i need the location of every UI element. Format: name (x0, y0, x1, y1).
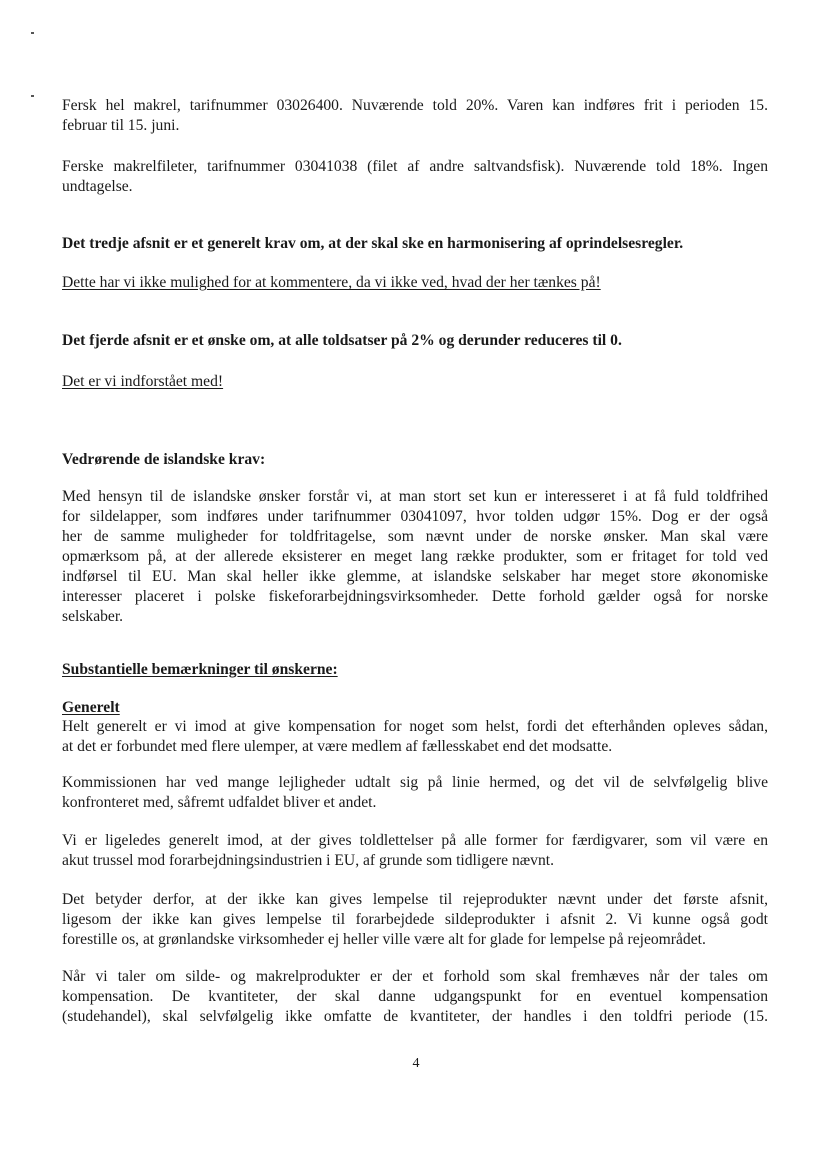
text-line: indførsel til EU. Man skal heller ikke glemme, at islandske selskaber har meget store økonomiske (62, 568, 768, 585)
text-line: kompensation. De kvantiteter, der skal danne udgangspunkt for en eventuel kompensation (62, 988, 768, 1005)
reply-text: Dette har vi ikke mulighed for at kommentere, da vi ikke ved, hvad der her tænkes på! (62, 274, 601, 291)
paragraph-lempelse (62, 890, 768, 950)
heading-text: Substantielle bemærkninger til ønskerne: (62, 661, 338, 678)
paragraph-generelt (62, 717, 768, 757)
heading-generelt (62, 698, 768, 718)
text-line: her de samme muligheder for toldfritagelse, som nævnt under de norske ønsker. Man skal være (62, 528, 768, 545)
heading-text: Generelt (62, 699, 120, 716)
heading-text: Vedrørende de islandske krav: (62, 451, 266, 468)
text-line: forestille os, at grønlandske virksomheder ej heller ville være alt for glade for lempelse på rejeområdet. (62, 931, 706, 948)
text-line: Fersk hel makrel, tarifnummer 03026400. Nuværende told 20%. Varen kan indføres frit i perioden 15. (62, 97, 768, 114)
paragraph-fileter (62, 157, 768, 197)
paragraph-kommissionen (62, 773, 768, 813)
paragraph-silde-makrel (62, 967, 768, 1027)
text-line: Ferske makrelfileter, tarifnummer 03041038 (filet af andre saltvandsfisk). Nuværende told 18%. Ingen (62, 158, 768, 175)
text-line: Helt generelt er vi imod at give kompensation for noget som helst, fordi det efterhånden opleves sådan, (62, 718, 768, 735)
text-line: at det er forbundet med flere ulemper, at være medlem af fællesskabet end det modsatte. (62, 738, 613, 755)
text-line: Det betyder derfor, at der ikke kan gives lempelse til rejeprodukter nævnt under det første afsnit, (62, 891, 768, 908)
text-line: Når vi taler om silde- og makrelprodukter er der et forhold som skal fremhæves når der tales om (62, 968, 768, 985)
text-line: opmærksom på, at der allerede eksisterer en meget lang række produkter, som er fritaget for told ved (62, 548, 768, 565)
text-line: Vi er ligeledes generelt imod, at der gives toldlettelser på alle former for færdigvarer, som vil være en (62, 832, 768, 849)
scan-speck (31, 32, 34, 34)
text-line: ligesom der ikke kan gives lempelse til forarbejdede sildeprodukter i afsnit 2. Vi kunne også godt (62, 911, 768, 928)
page-number: 4 (412, 1056, 420, 1071)
text-line: for sildelapper, som indføres under tarifnummer 03041097, hvor tolden udgør 15%. Dog er der også (62, 508, 768, 525)
heading-tredje-afsnit (62, 234, 768, 254)
paragraph-toldlettelser (62, 831, 768, 871)
text-line: konfronteret med, såfremt udfaldet bliver et andet. (62, 794, 377, 811)
text-line: akut trussel mod forarbejdningsindustrien i EU, af grunde som tidligere nævnt. (62, 852, 554, 869)
heading-fjerde-afsnit (62, 331, 768, 351)
heading-substantielle (62, 660, 768, 680)
text-line: interesser placeret i polske fiskeforarbejdningsvirksomheder. Dette forhold gælder også for norske (62, 588, 768, 605)
heading-text: Det tredje afsnit er et generelt krav om, at der skal ske en harmonisering af oprindelsesregler. (62, 235, 684, 252)
paragraph-islandske-krav (62, 487, 768, 627)
scan-speck (31, 95, 34, 97)
heading-islandske-krav (62, 450, 768, 470)
text-line: undtagelse. (62, 178, 133, 195)
text-line: februar til 15. juni. (62, 117, 180, 134)
reply-tredje-afsnit (62, 273, 768, 293)
reply-text: Det er vi indforstået med! (62, 373, 224, 390)
paragraph-makrel (62, 96, 768, 136)
heading-text: Det fjerde afsnit er et ønske om, at alle toldsatser på 2% og derunder reduceres til 0. (62, 332, 622, 349)
reply-fjerde-afsnit (62, 372, 768, 392)
text-line: Med hensyn til de islandske ønsker forstår vi, at man stort set kun er interesseret i at få fuld toldfrihed (62, 488, 768, 505)
text-line: (studehandel), skal selvfølgelig ikke omfatte de kvantiteter, der handles i den toldfri periode (15. (62, 1008, 768, 1025)
text-line: selskaber. (62, 608, 124, 625)
text-line: Kommissionen har ved mange lejligheder udtalt sig på linie hermed, og det vil de selvfølgelig blive (62, 774, 768, 791)
